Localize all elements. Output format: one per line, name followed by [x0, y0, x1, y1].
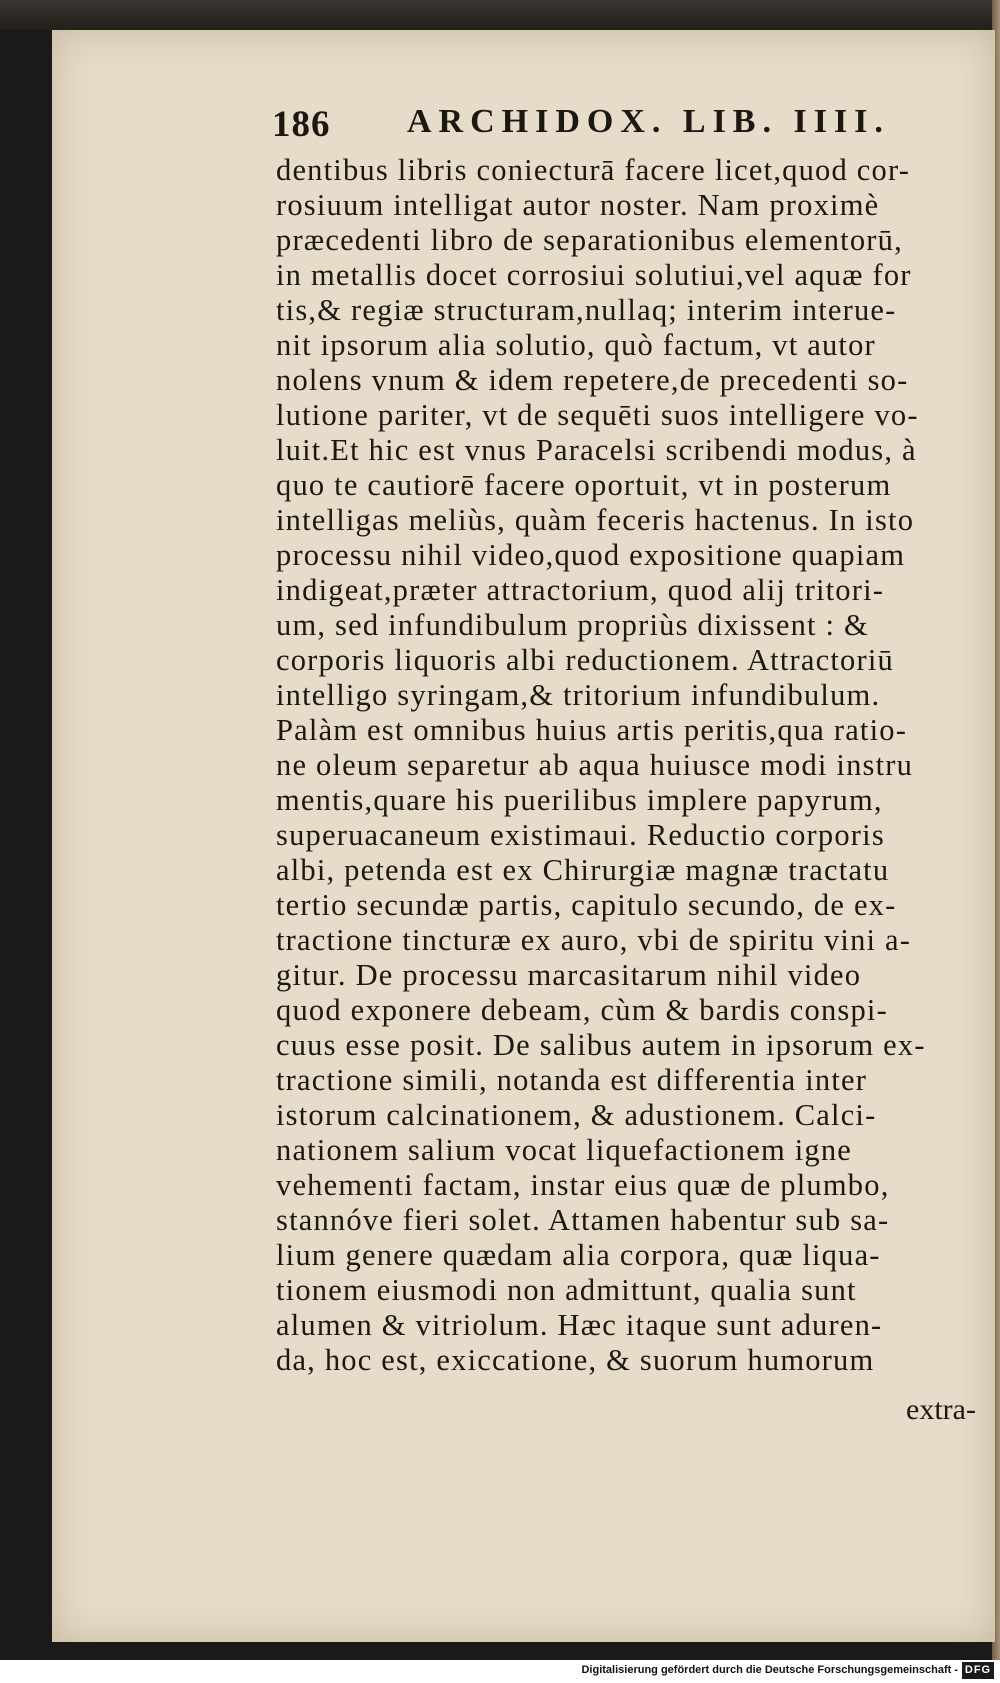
text-line: rosiuum intelligat autor noster. Nam proximè [276, 188, 880, 222]
text-line: intelligo syringam,& tritorium infundibulum. [276, 678, 881, 712]
text-line: nolens vnum & idem repetere,de precedenti so- [276, 363, 909, 397]
text-line: ne oleum separetur ab aqua huiusce modi instru [276, 748, 914, 782]
footer-bar [0, 1660, 1000, 1683]
text-line: gitur. De processu marcasitarum nihil video [276, 958, 862, 992]
text-line: tractione simili, notanda est differentia inter [276, 1063, 868, 1097]
page-number: 186 [272, 104, 331, 145]
text-line: albi, petenda est ex Chirurgiæ magnæ tractatu [276, 853, 890, 887]
text-line: mentis,quare his puerilibus implere papyrum, [276, 783, 883, 817]
text-line: corporis liquoris albi reductionem. Attractoriū [276, 643, 894, 677]
text-line: quod exponere debeam, cùm & bardis conspi- [276, 993, 888, 1027]
text-line: luit.Et hic est vnus Paracelsi scribendi modus, à [276, 433, 917, 467]
text-line: vehementi factam, instar eius quæ de plumbo, [276, 1168, 890, 1202]
text-line: Palàm est omnibus huius artis peritis,qua ratio- [276, 713, 908, 747]
text-line: nit ipsorum alia solutio, quò factum, vt autor [276, 328, 876, 362]
text-line: tertio secundæ partis, capitulo secundo, de ex- [276, 888, 897, 922]
text-line: cuus esse posit. De salibus autem in ipsorum ex- [276, 1028, 926, 1062]
text-line: stannóve fieri solet. Attamen habentur sub sa- [276, 1203, 890, 1237]
dfg-logo: DFG [962, 1662, 994, 1679]
text-line: alumen & vitriolum. Hæc itaque sunt aduren- [276, 1308, 883, 1342]
running-head: ARCHIDOX. LIB. IIII. [407, 103, 890, 140]
catchword: extra- [906, 1393, 976, 1426]
funding-credit: Digitalisierung gefördert durch die Deutsche Forschungsgemeinschaft - [581, 1664, 958, 1676]
text-line: in metallis docet corrosiui solutiui,vel aquæ for [276, 258, 912, 292]
text-line: da, hoc est, exiccatione, & suorum humorum [276, 1343, 875, 1377]
text-line: processu nihil video,quod expositione quapiam [276, 538, 906, 572]
text-line: superuacaneum existimaui. Reductio corporis [276, 818, 885, 852]
text-line: præcedenti libro de separationibus elementorū, [276, 223, 903, 257]
page-header [272, 103, 922, 153]
text-line: istorum calcinationem, & adustionem. Calci- [276, 1098, 877, 1132]
text-line: indigeat,præter attractorium, quod alij tritori- [276, 573, 885, 607]
text-line: tractione tincturæ ex auro, vbi de spiritu vini a- [276, 923, 912, 957]
text-line: quo te cautiorē facere oportuit, vt in posterum [276, 468, 892, 502]
text-line: dentibus libris coniecturā facere licet,quod cor- [276, 153, 911, 187]
text-line: lutione pariter, vt de sequēti suos intelligere vo- [276, 398, 919, 432]
scan-top-board [0, 0, 1000, 30]
text-line: nationem salium vocat liquefactionem igne [276, 1133, 853, 1167]
text-line: lium genere quædam alia corpora, quæ liqua- [276, 1238, 881, 1272]
text-line: tis,& regiæ structuram,nullaq; interim interue- [276, 293, 897, 327]
text-line: tionem eiusmodi non admittunt, qualia sunt [276, 1273, 857, 1307]
text-line: intelligas meliùs, quàm feceris hactenus. In isto [276, 503, 915, 537]
body-text [276, 153, 996, 1378]
text-line: um, sed infundibulum propriùs dixissent : & [276, 608, 869, 642]
